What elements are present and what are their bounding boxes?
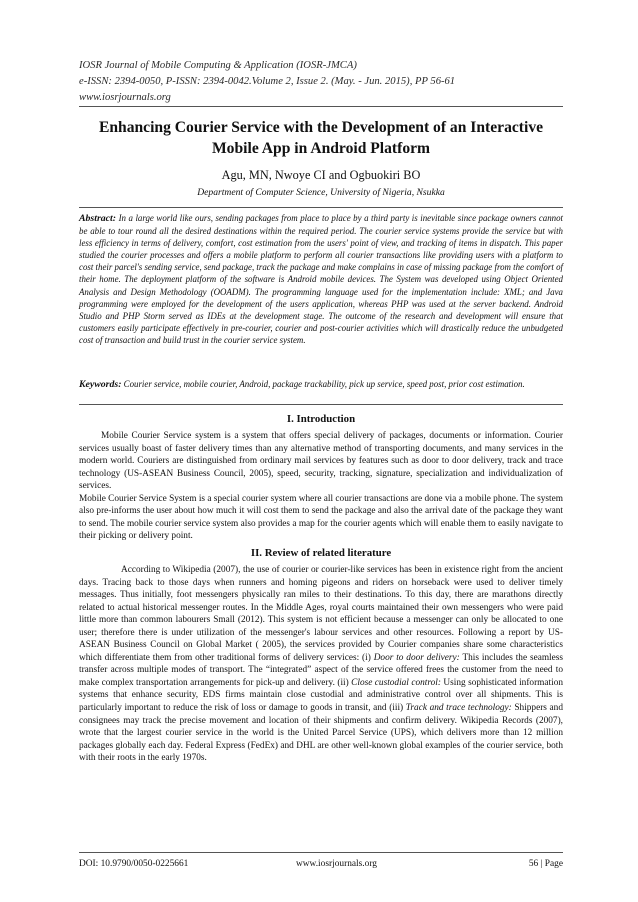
section-2-text-2: This includes the seamless transfer across multiple modes of transport. The “integrated” aspect of the service offered frees the customer from the need to make complex transportation arrangements for pick-up and delivery. (ii): [79, 652, 564, 688]
abstract-block: [79, 212, 563, 346]
section-2-text-4: Shippers and consignees may track the precise movement and location of their shipments and confirm delivery. Wikipedia Records (2007), wrote that the largest courier service in the world is the United Parcel Service (UPS), which delivers more than 12 million packages globally each day. Federal Express (FedEx) and DHL are other well-known global examples of the courier service, both with their roots in the early 1970s.: [79, 703, 563, 764]
paper-affiliation: Department of Computer Science, University of Nigeria, Nsukka: [197, 187, 445, 198]
paper-authors: Agu, MN, Nwoye CI and Ogbuokiri BO: [221, 168, 421, 182]
footer-divider: [79, 852, 563, 853]
journal-header: [79, 58, 569, 106]
abstract-text: In a large world like ours, sending packages from place to place by a third party is inevitable since package owners cannot be able to tour round all the desired destinations within the required period. The courier service systems provide the service but with less efficiency in terms of delivery, comfort, cost estimation from the users' point of view, and tracking of items in dispatch. This paper studied the courier processes and offers a mobile platform to perform all courier transactions like providing users with a platform to cost their parcel's sending service, send package, track the package and make complains in case of missing package from the comfort of their home. The deployment platform of the software is Android mobile devices. The System was developed using Object Oriented Analysis and Design Methodology (OOADM). The programming language used for the implementation include: XML; and Java programming were employed for the development of the users application, whereas PHP was used at the server backend. Android Studio and PHP Storm served as IDEs at the development stage. The outcome of the research and development will ensure that customers easily participate effectively in pre-courier, courier and post-courier activities which will drastically reduce the unbudgeted cost of transaction and build trust in the courier service system.: [79, 213, 563, 345]
section-2-text-3: Using sophisticated information systems that enhance security, EDS firms maintain close custodial and administrative control over all shipments. This is particularly important to reduce the risk of loss or damage to goods in transit, and (iii): [79, 677, 563, 714]
page-footer: [79, 857, 563, 871]
abstract-bottom-divider: [79, 404, 563, 405]
journal-issn: e-ISSN: 2394-0050, P-ISSN: 2394-0042.Volume 2, Issue 2. (May. - Jun. 2015), PP 56-61: [79, 76, 456, 87]
footer-site: www.iosrjournals.org: [296, 859, 377, 869]
abstract-top-divider: [79, 207, 563, 208]
section-2-body: [79, 564, 563, 765]
keywords-block: [79, 378, 563, 391]
section-1-body: [79, 430, 563, 543]
abstract-label: Abstract:: [79, 213, 117, 224]
footer-page-number: 56 | Page: [528, 859, 563, 869]
keywords-text: Courier service, mobile courier, Android, package trackability, pick up service, speed post, prior cost estimation.: [123, 379, 525, 389]
section-1-paragraph-2: Mobile Courier Service System is a special courier system where all courier transactions are done via a mobile phone. The system also pre-informs the user about how much it will cost them to send the package and also the arrival date of the package they want to send. The mobile courier service system also provides a map for the courier agents which will enable them to easily navigate to their picking or delivery point.: [79, 493, 563, 542]
section-2-text-1: According to Wikipedia (2007), the use of courier or courier-like services has been in existence right from the ancient days. Tracing back to those days when runners and homing pigeons and riders on horseback were used to deliver timely messages. Thus initially, foot messengers physically ran miles to their destinations. To this day, there are marathons directly related to actual historical messenger routes. In the Middle Ages, royal courts maintained their own messengers who were paid little more than common labourers Small (2012). This system is not efficient because a messenger can only be allocated to one user; therefore there is under utilization of the messenger's labour services and other resources. Following a report by US-ASEAN Business Council on Global Market ( 2005), the services provided by Courier companies share some characteristics which differentiate them from other traditional forms of delivery services: (i): [79, 565, 563, 663]
journal-name: IOSR Journal of Mobile Computing & Application (IOSR-JMCA): [79, 60, 357, 71]
door-to-door-term: Door to door delivery:: [373, 652, 460, 663]
paper-title: Enhancing Courier Service with the Development of an Interactive Mobile App in Android Platform: [98, 119, 544, 157]
keywords-label: Keywords:: [79, 379, 122, 390]
header-divider: [79, 106, 563, 107]
section-2-title: II. Review of related literature: [250, 547, 392, 559]
section-1-title: I. Introduction: [286, 413, 356, 425]
section-2-paragraph: [79, 564, 563, 765]
footer-doi: DOI: 10.9790/0050-0225661: [79, 859, 189, 869]
journal-site: www.iosrjournals.org: [79, 92, 171, 103]
section-1-paragraph-1: Mobile Courier Service system is a system that offers special delivery of packages, documents or information. Courier services usually boast of faster delivery times than any alternative method of transporting documents, and many services in the modern world. Couriers are distinguished from ordinary mail services by features such as door to door delivery, track and trace technology (US-ASEAN Business Council, 2005), speed, security, tracking, signature, specialization and individualization of services.: [79, 431, 563, 492]
track-trace-term: Track and trace technology:: [405, 703, 512, 714]
custodial-control-term: Close custodial control:: [351, 677, 441, 688]
